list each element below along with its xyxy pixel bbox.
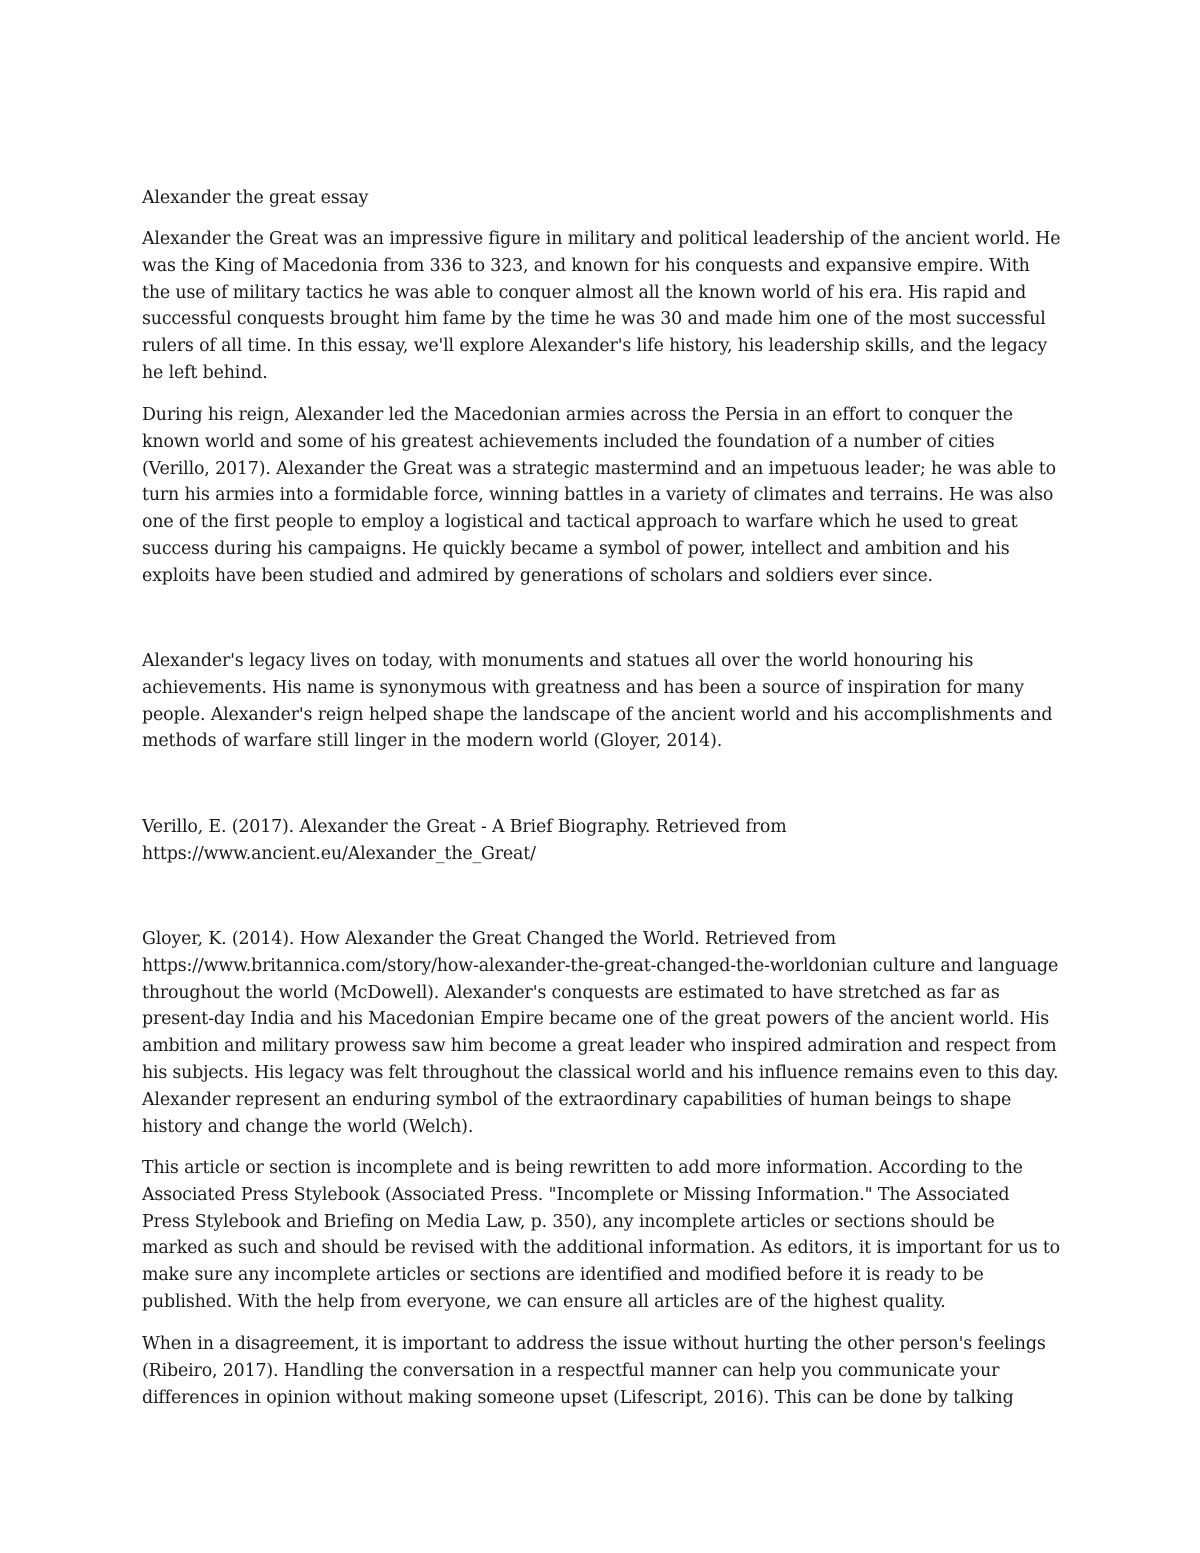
- text-line: rulers of all time. In this essay, we'll explore Alexander's life history, his leadership skills, and the legacy: [142, 336, 1048, 357]
- text-line: Press Stylebook and Briefing on Media Law, p. 350), any incomplete articles or sections should be: [142, 1211, 995, 1232]
- text-line: methods of warfare still linger in the modern world (Gloyer, 2014).: [142, 731, 723, 752]
- text-line: throughout the world (McDowell). Alexander's conquests are estimated to have stretched as far as: [142, 982, 1000, 1003]
- text-line: published. With the help from everyone, we can ensure all articles are of the highest quality.: [142, 1291, 946, 1312]
- text-line: (Verillo, 2017). Alexander the Great was a strategic mastermind and an impetuous leader; he was able to: [142, 458, 1056, 479]
- text-line: turn his armies into a formidable force, winning battles in a variety of climates and terrains. He was also: [142, 485, 1054, 506]
- text-line: Alexander's legacy lives on today, with monuments and statues all over the world honouring his: [142, 651, 974, 671]
- text-line: present-day India and his Macedonian Empire became one of the great powers of the ancient world. His: [142, 1009, 1049, 1030]
- text-line: (Ribeiro, 2017). Handling the conversation in a respectful manner can help you communicate your: [142, 1360, 1000, 1381]
- paragraph-legacy: [142, 648, 1062, 755]
- text-line: Verillo, E. (2017). Alexander the Great - A Brief Biography. Retrieved from: [142, 817, 787, 837]
- text-line: During his reign, Alexander led the Macedonian armies across the Persia in an effort to conquer the: [142, 405, 1013, 425]
- reference-verillo: [142, 814, 1062, 868]
- text-line: known world and some of his greatest achievements included the foundation of a number of cities: [142, 431, 995, 452]
- text-line: one of the first people to employ a logistical and tactical approach to warfare which he used to great: [142, 512, 1018, 533]
- paragraph-incomplete-notice: [142, 1155, 1062, 1316]
- reference-gloyer: [142, 926, 1062, 1140]
- text-line: success during his campaigns. He quickly became a symbol of power, intellect and ambition and his: [142, 538, 1010, 559]
- text-line: This article or section is incomplete and is being rewritten to add more information. According to the: [142, 1158, 1023, 1178]
- document-title: [142, 185, 1062, 212]
- text-line: Alexander represent an enduring symbol of the extraordinary capabilities of human beings to shape: [142, 1089, 1012, 1110]
- text-line: marked as such and should be revised with the additional information. As editors, it is important for us to: [142, 1238, 1061, 1259]
- text-line: successful conquests brought him fame by the time he was 30 and made him one of the most successful: [142, 309, 1046, 330]
- text-line: Alexander the Great was an impressive figure in military and political leadership of the ancient world. He: [142, 229, 1061, 249]
- paragraph-intro: [142, 226, 1062, 387]
- text-line: When in a disagreement, it is important to address the issue without hurting the other person's feelings: [142, 1334, 1046, 1354]
- text-line: make sure any incomplete articles or sections are identified and modified before it is ready to be: [142, 1265, 984, 1286]
- text-line: Associated Press Stylebook (Associated Press. "Incomplete or Missing Information." The Associated: [142, 1184, 1010, 1205]
- paragraph-disagreement: [142, 1331, 1062, 1411]
- title-line: Alexander the great essay: [142, 188, 369, 208]
- text-line: was the King of Macedonia from 336 to 323, and known for his conquests and expansive empire. With: [142, 255, 1030, 276]
- text-line: people. Alexander's reign helped shape the landscape of the ancient world and his accomplishments and: [142, 704, 1053, 725]
- text-line: exploits have been studied and admired by generations of scholars and soldiers ever since.: [142, 565, 933, 586]
- text-line: history and change the world (Welch).: [142, 1116, 474, 1137]
- paragraph-reign: [142, 402, 1062, 590]
- reference-url: https://www.britannica.com/story/how-alexander-the-great-changed-the-worldonian culture and language: [142, 955, 1059, 976]
- text-line: he left behind.: [142, 362, 268, 383]
- text-line: the use of military tactics he was able to conquer almost all the known world of his era. His rapid and: [142, 282, 1027, 303]
- text-line: differences in opinion without making someone upset (Lifescript, 2016). This can be done by talking: [142, 1387, 1014, 1408]
- reference-url: https://www.ancient.eu/Alexander_the_Great/: [142, 843, 536, 864]
- text-line: achievements. His name is synonymous with greatness and has been a source of inspiration for many: [142, 677, 1024, 698]
- text-line: ambition and military prowess saw him become a great leader who inspired admiration and respect from: [142, 1036, 1057, 1057]
- text-line: his subjects. His legacy was felt throughout the classical world and his influence remains even to this day.: [142, 1062, 1059, 1083]
- text-line: Gloyer, K. (2014). How Alexander the Great Changed the World. Retrieved from: [142, 929, 836, 949]
